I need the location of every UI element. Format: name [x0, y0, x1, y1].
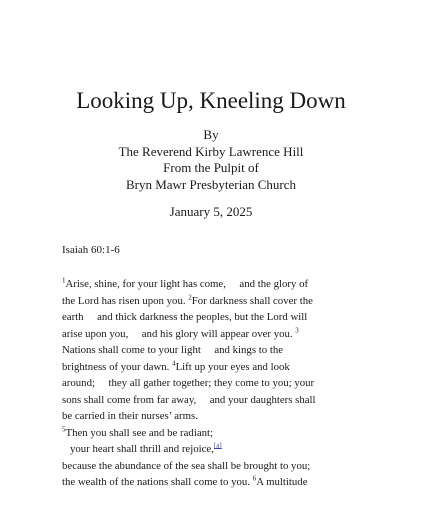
scripture-passage: [62, 276, 382, 491]
verse-number: 4: [172, 358, 176, 367]
byline-church: Bryn Mawr Presbyterian Church: [125, 176, 297, 192]
passage-line: [62, 309, 382, 326]
passage-line: [62, 441, 382, 458]
verse-text: Lift up your eyes and look: [175, 360, 290, 373]
verse-text: arise upon you, and his glory will appear over you.: [62, 327, 296, 340]
passage-line: [62, 408, 382, 425]
verse-text: the Lord has risen upon you.: [62, 294, 189, 307]
sermon-date-text: January 5, 2025: [169, 204, 253, 219]
verse-number: 6: [252, 474, 257, 483]
verse-text: Nations shall come to your light and kings to the: [62, 344, 284, 356]
verse-text: brightness of your dawn.: [62, 360, 173, 373]
passage-line: [62, 293, 382, 310]
verse-text: Arise, shine, for your light has come, and the glory of: [65, 278, 309, 290]
passage-line: [62, 359, 382, 376]
passage-line: [62, 326, 382, 343]
verse-text: A multitude: [256, 476, 308, 488]
verse-text: For darkness shall cover the: [191, 294, 313, 307]
verse-text: Then you shall see and be radiant;: [65, 426, 214, 439]
passage-line: [62, 342, 382, 359]
verse-number: 5: [62, 424, 66, 433]
passage-line: [62, 474, 382, 491]
verse-text: your heart shall thrill and rejoice,: [70, 443, 214, 455]
byline-author: The Reverend Kirby Lawrence Hill: [118, 143, 304, 159]
byline: [0, 127, 422, 193]
verse-text: the wealth of the nations shall come to you.: [62, 476, 253, 488]
sermon-date: [0, 204, 422, 220]
verse-text: sons shall come from far away, and your daughters shall: [62, 393, 316, 406]
sermon-title: Looking Up, Kneeling Down: [76, 88, 346, 113]
passage-line: [62, 425, 382, 442]
verse-number: 2: [188, 292, 192, 301]
verse-text: earth and thick darkness the peoples, but the Lord will: [62, 311, 308, 323]
byline-by: By: [203, 127, 219, 142]
verse-number: 1: [62, 276, 66, 285]
passage-line: [62, 458, 382, 475]
byline-from: From the Pulpit of: [163, 160, 259, 175]
verse-text: be carried in their nurses’ arms.: [62, 410, 198, 422]
verse-number: 3: [295, 325, 299, 334]
footnote-link[interactable]: [a]: [213, 441, 222, 450]
passage-line: [62, 276, 382, 293]
verse-text: around; they all gather together; they come to you; your: [62, 377, 315, 389]
passage-line: [62, 392, 382, 409]
verse-text: because the abundance of the sea shall be brought to you;: [62, 459, 311, 472]
passage-line: [62, 375, 382, 392]
scripture-reference: Isaiah 60:1-6: [62, 244, 120, 256]
